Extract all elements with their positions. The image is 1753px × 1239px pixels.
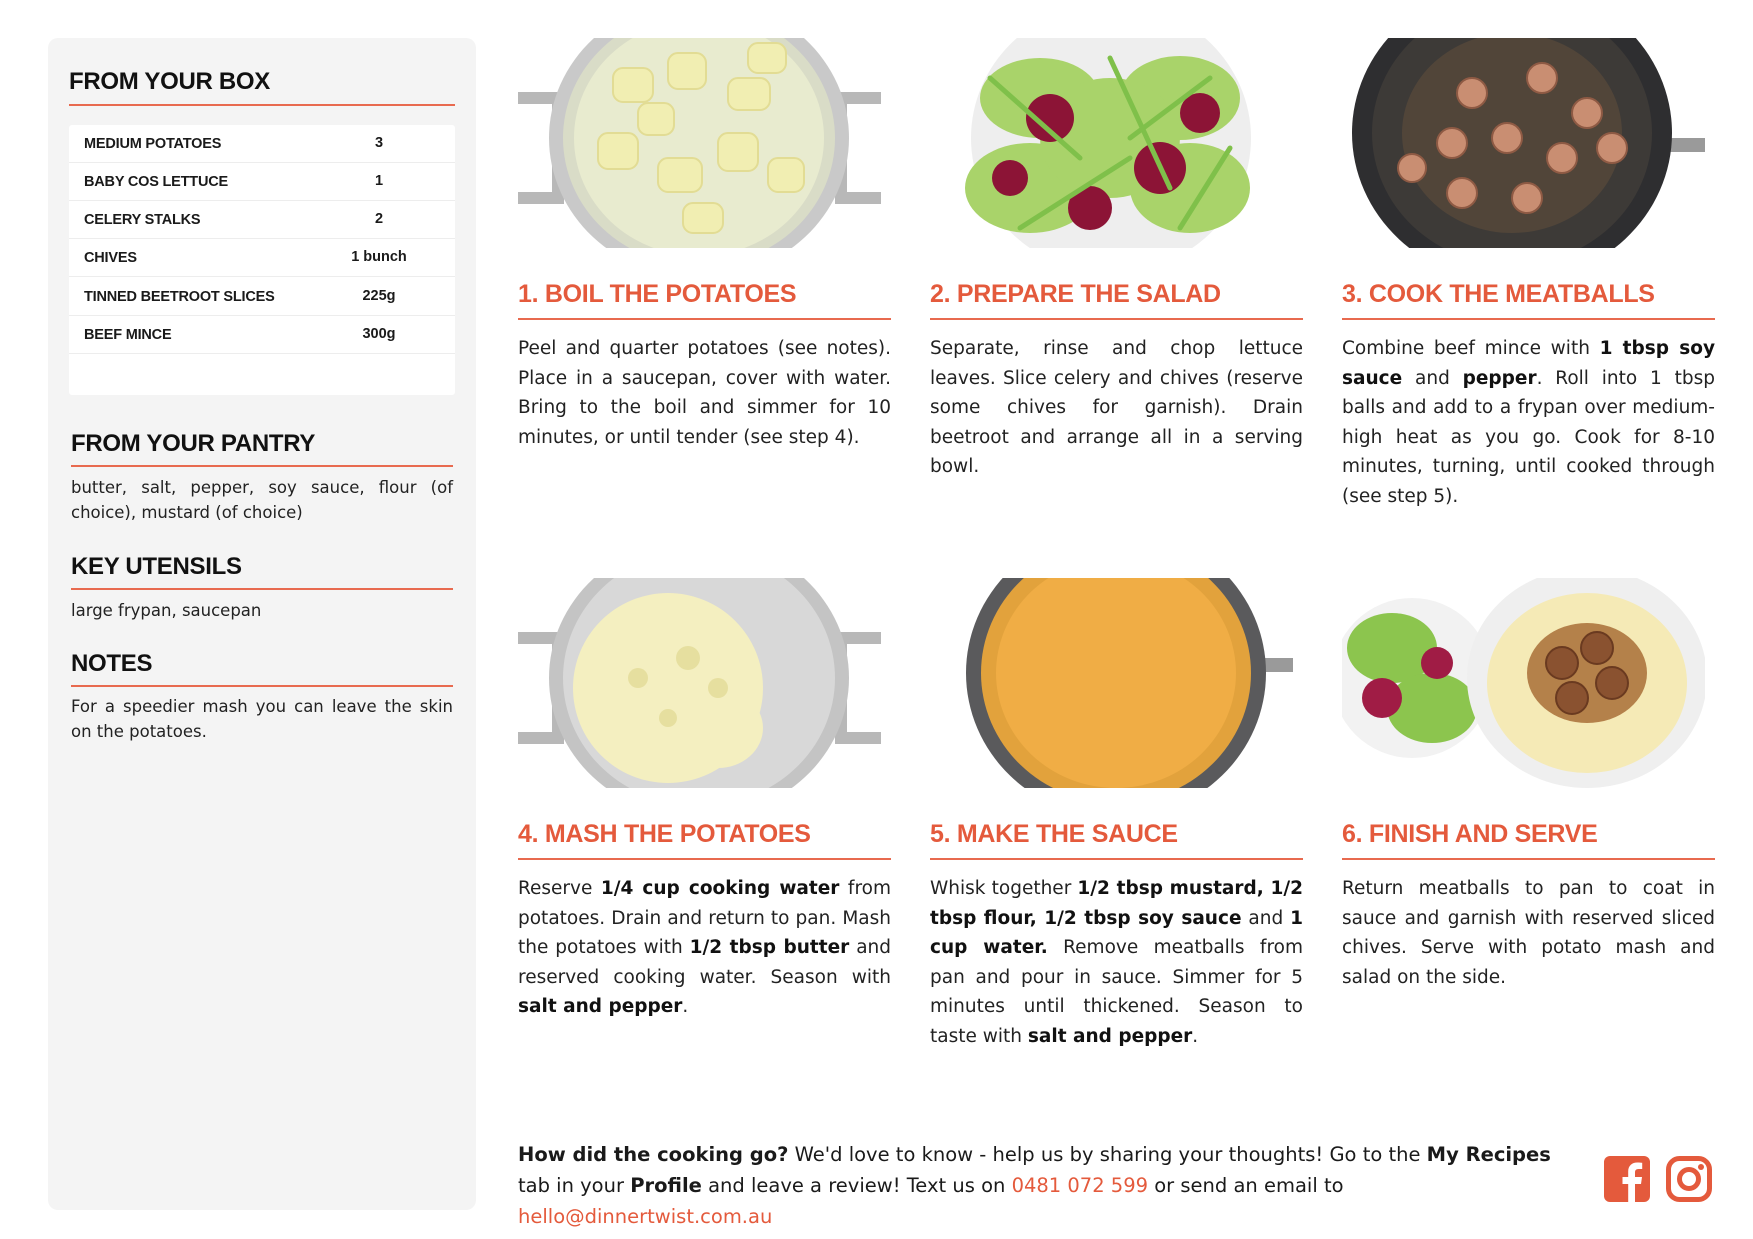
step-1-rule xyxy=(518,318,891,320)
step-body-text: and xyxy=(1402,367,1463,389)
step-5-title: 5. MAKE THE SAUCE xyxy=(930,820,1178,848)
step-body-text: . Roll into 1 tbsp balls and add to a frypan over medium-high heat as you go. Cook for 8-10 minutes, turning, until cooked through (see step 5). xyxy=(1342,367,1715,507)
footer-text: and leave a review! Text us on xyxy=(701,1174,1012,1197)
table-row xyxy=(69,201,455,239)
step-6-photo xyxy=(1342,578,1705,788)
table-row xyxy=(69,316,455,354)
footer-text: or send an email to xyxy=(1148,1174,1344,1197)
footer-bold-text: How did the cooking go? xyxy=(518,1143,789,1166)
instagram-icon[interactable] xyxy=(1666,1156,1712,1202)
ingredient-name: CHIVES xyxy=(84,250,137,266)
footer-bold-text: My Recipes xyxy=(1426,1143,1551,1166)
facebook-icon[interactable] xyxy=(1604,1156,1650,1202)
footer-contact-text[interactable]: 0481 072 599 xyxy=(1011,1174,1149,1197)
step-1-body xyxy=(518,334,891,452)
step-3-title: 3. COOK THE MEATBALLS xyxy=(1342,280,1655,308)
ingredients-sidebar xyxy=(48,38,476,1210)
step-1-title: 1. BOIL THE POTATOES xyxy=(518,280,797,308)
step-body-bold-text: salt and pepper xyxy=(1027,1025,1193,1047)
step-5-rule xyxy=(930,858,1303,860)
step-4-photo xyxy=(518,578,881,788)
step-body-text: Separate, rinse and chop lettuce leaves. Slice celery and chives (reserve some chives for garnish). Drain beetroot and arrange all in a serving bowl. xyxy=(930,338,1303,477)
ingredient-name: BEEF MINCE xyxy=(84,327,172,343)
step-2-title: 2. PREPARE THE SALAD xyxy=(930,280,1221,308)
box-title: FROM YOUR BOX xyxy=(69,68,271,95)
footer-text: tab in your xyxy=(518,1174,631,1197)
step-body-text: Reserve xyxy=(518,878,601,899)
footer-bold-text: Profile xyxy=(630,1174,702,1197)
step-body-bold-text: pepper xyxy=(1462,367,1537,389)
step-4-title: 4. MASH THE POTATOES xyxy=(518,820,811,848)
notes-title-rule xyxy=(71,685,453,687)
step-body-bold-text: 1/2 tbsp butter xyxy=(689,937,850,958)
ingredient-name: CELERY STALKS xyxy=(84,212,201,228)
step-2-body xyxy=(930,334,1303,482)
utensils-title: KEY UTENSILS xyxy=(71,553,242,580)
step-body-text: . xyxy=(682,996,689,1017)
pantry-text: butter, salt, pepper, soy sauce, flour (of choice), mustard (of choice) xyxy=(71,478,453,522)
ingredient-name: TINNED BEETROOT SLICES xyxy=(84,289,275,305)
step-body-text: . xyxy=(1192,1025,1199,1047)
ingredient-qty: 1 xyxy=(374,173,384,189)
ingredient-qty: 2 xyxy=(374,211,384,227)
step-5-photo xyxy=(930,578,1293,788)
step-body-text: Return meatballs to pan to coat in sauce and garnish with reserved sliced chives. Serve with potato mash and salad on the side. xyxy=(1342,878,1715,988)
pantry-title: FROM YOUR PANTRY xyxy=(71,430,316,457)
step-body-text: from potatoes. Drain and return to pan. Mash the potatoes with xyxy=(518,878,891,958)
step-3-photo xyxy=(1342,38,1705,248)
table-row xyxy=(69,125,455,163)
box-title-rule xyxy=(69,104,455,106)
footer-text: We'd love to know - help us by sharing your thoughts! Go to the xyxy=(788,1143,1427,1166)
step-6-title: 6. FINISH AND SERVE xyxy=(1342,820,1598,848)
ingredient-qty: 3 xyxy=(374,135,384,151)
notes-title: NOTES xyxy=(71,650,153,677)
step-body-text: Peel and quarter potatoes (see notes). Place in a saucepan, cover with water. Bring to the boil and simmer for 10 minutes, or until tender (see step 4). xyxy=(518,338,891,448)
step-6-rule xyxy=(1342,858,1715,860)
ingredient-qty: 225g xyxy=(362,288,396,304)
step-5-body xyxy=(930,874,1303,1051)
box-ingredients-table xyxy=(69,125,455,395)
step-body-text: Remove meatballs from pan and pour in sauce. Simmer for 5 minutes until thickened. Season to taste with xyxy=(930,937,1303,1047)
step-4-rule xyxy=(518,858,891,860)
step-2-photo xyxy=(930,38,1293,248)
footer-contact-text[interactable]: hello@dinnertwist.com.au xyxy=(518,1205,773,1228)
utensils-text: large frypan, saucepan xyxy=(71,601,262,620)
step-2-rule xyxy=(930,318,1303,320)
ingredient-qty: 1 bunch xyxy=(351,249,407,265)
step-1-photo xyxy=(518,38,881,248)
table-row xyxy=(69,163,455,201)
step-body-text: Combine beef mince with xyxy=(1342,338,1600,359)
table-row xyxy=(69,278,455,316)
step-body-text: and xyxy=(1241,907,1291,929)
notes-text: For a speedier mash you can leave the skin on the potatoes. xyxy=(71,697,453,741)
ingredient-name: MEDIUM POTATOES xyxy=(84,136,222,152)
feedback-footer xyxy=(518,1139,1578,1232)
ingredient-name: BABY COS LETTUCE xyxy=(84,174,228,190)
step-body-bold-text: salt and pepper xyxy=(518,996,683,1017)
step-3-body xyxy=(1342,334,1715,511)
step-body-text: and reserved cooking water. Season with xyxy=(518,937,892,988)
pantry-title-rule xyxy=(71,465,453,467)
utensils-title-rule xyxy=(71,588,453,590)
ingredient-qty: 300g xyxy=(362,326,396,342)
step-body-bold-text: 1 tbsp soy sauce xyxy=(1342,338,1715,389)
step-6-body xyxy=(1342,874,1715,992)
step-body-text: Whisk together xyxy=(930,878,1078,899)
step-3-rule xyxy=(1342,318,1715,320)
step-body-bold-text: 1/4 cup cooking water xyxy=(600,878,840,899)
step-body-bold-text: 1 cup water. xyxy=(930,907,1303,958)
step-body-bold-text: 1/2 tbsp mustard, 1/2 tbsp flour, 1/2 tbsp soy sauce xyxy=(930,878,1303,929)
step-4-body xyxy=(518,874,891,1022)
table-row xyxy=(69,239,455,277)
